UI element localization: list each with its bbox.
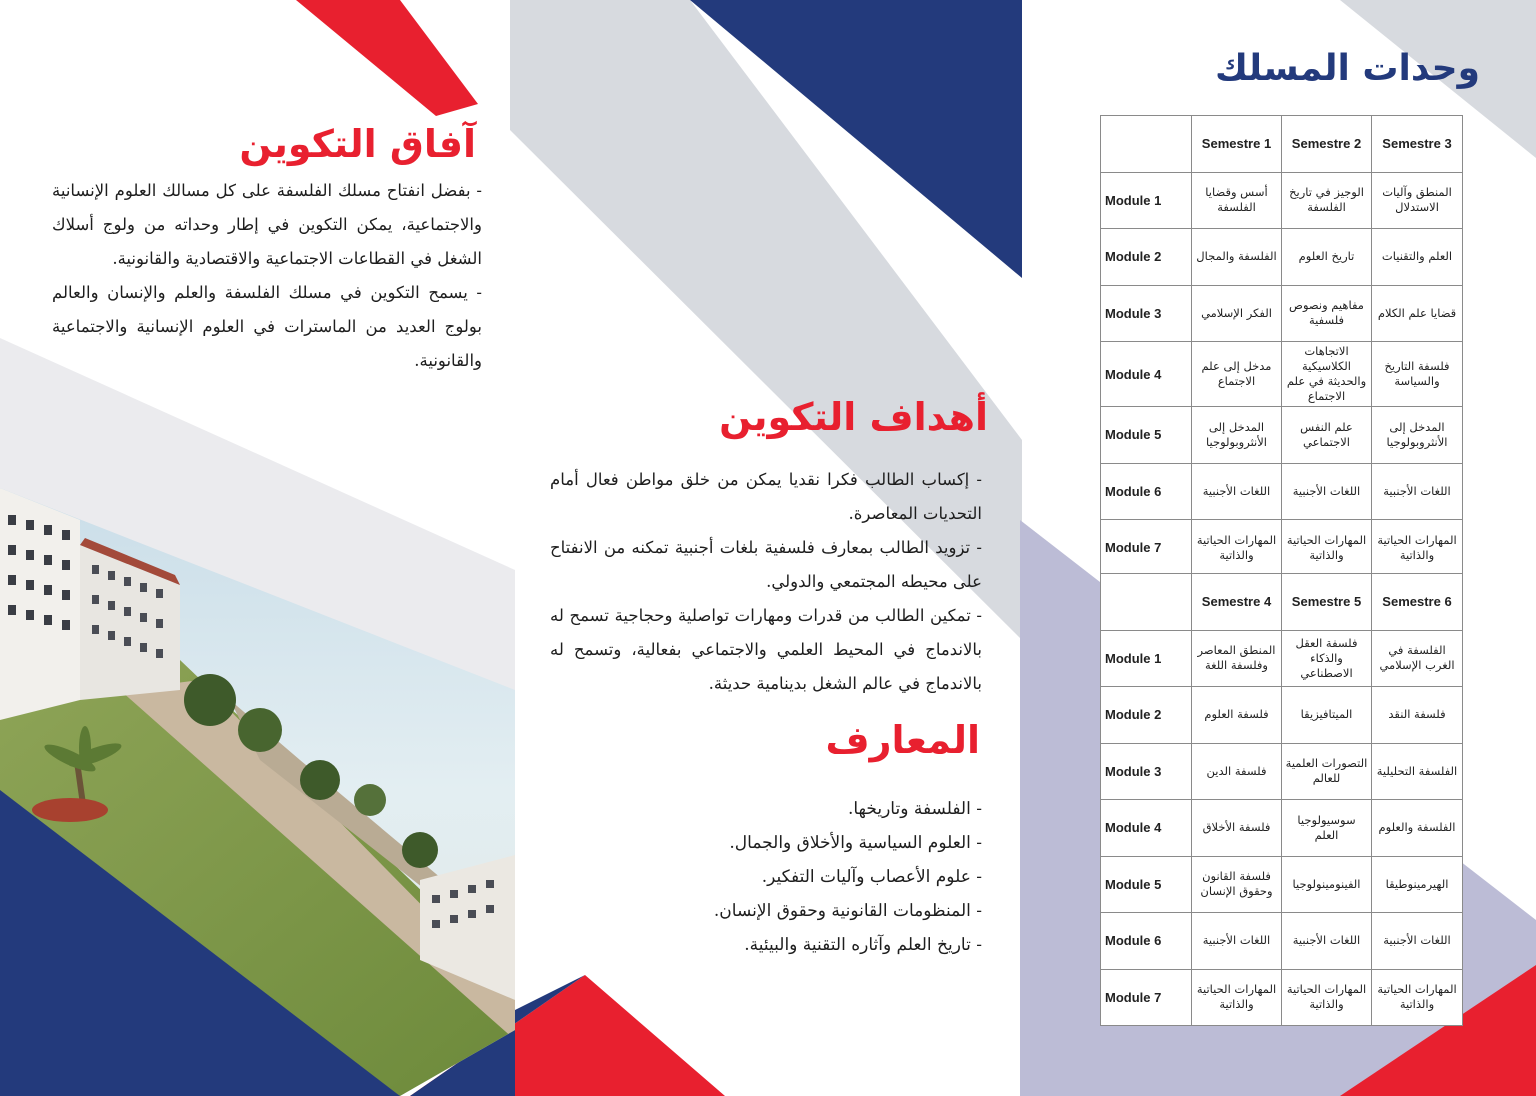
table-row — [1101, 630, 1463, 687]
semester-header: Semestre 2 — [1282, 116, 1372, 173]
table-row — [1101, 913, 1463, 970]
semester-header: Semestre 5 — [1282, 574, 1372, 631]
module-cell: الفلسفة التحليلية — [1372, 743, 1463, 800]
module-cell: المهارات الحياتية والذاتية — [1282, 520, 1372, 577]
module-cell: المهارات الحياتية والذاتية — [1372, 969, 1463, 1026]
knowledge-item: - العلوم السياسية والأخلاق والجمال. — [729, 833, 982, 853]
module-cell: المهارات الحياتية والذاتية — [1372, 520, 1463, 577]
horizons-text — [52, 174, 482, 378]
left-red-stripe — [296, 0, 478, 116]
objectives-title: أهداف التكوين — [719, 395, 988, 439]
module-cell: اللغات الأجنبية — [1372, 463, 1463, 520]
table-header-row — [1101, 116, 1463, 173]
module-cell: علم النفس الاجتماعي — [1282, 407, 1372, 464]
module-cell: مفاهيم ونصوص فلسفية — [1282, 285, 1372, 342]
module-cell: المدخل إلى الأنثروبولوجيا — [1192, 407, 1282, 464]
knowledge-item: - المنظومات القانونية وحقوق الإنسان. — [713, 901, 982, 921]
module-cell: الاتجاهات الكلاسيكية والحديثة في علم الاجتماع — [1282, 342, 1372, 407]
module-cell: الهيرمينوطيقا — [1372, 856, 1463, 913]
module-cell: فلسفة العلوم — [1192, 687, 1282, 744]
table-row — [1101, 342, 1463, 407]
modules-title: وحدات المسلك — [1214, 48, 1480, 89]
module-cell: قضايا علم الكلام — [1372, 285, 1463, 342]
objectives-paragraph-1: - إكساب الطالب فكرا نقديا يمكن من خلق مواطن فعال أمام التحديات المعاصرة. — [550, 470, 982, 523]
table-header-row — [1101, 574, 1463, 631]
table-corner-cell — [1101, 116, 1192, 173]
module-label: Module 5 — [1101, 407, 1192, 464]
module-label: Module 1 — [1101, 630, 1192, 687]
table-row — [1101, 687, 1463, 744]
table-row — [1101, 407, 1463, 464]
module-label: Module 6 — [1101, 913, 1192, 970]
module-label: Module 4 — [1101, 342, 1192, 407]
objectives-text — [550, 463, 982, 701]
semester-header: Semestre 4 — [1192, 574, 1282, 631]
module-cell: الوجيز في تاريخ الفلسفة — [1282, 172, 1372, 229]
module-cell: المهارات الحياتية والذاتية — [1192, 969, 1282, 1026]
table-row — [1101, 285, 1463, 342]
semester-header: Semestre 1 — [1192, 116, 1282, 173]
module-label: Module 2 — [1101, 229, 1192, 286]
horizons-paragraph-2: - يسمح التكوين في مسلك الفلسفة والعلم والإنسان والعالم بولوج العديد من الماسترات في العلوم الإنسانية والاجتماعية والقانونية. — [52, 283, 482, 370]
horizons-paragraph-1: - بفضل انفتاح مسلك الفلسفة على كل مسالك العلوم الإنسانية والاجتماعية، يمكن التكوين في إطار وحداته من ولوج أسلاك الشغل في القطاعات الاجتماعية والاقتصادية والقانونية. — [52, 181, 482, 268]
module-cell: المهارات الحياتية والذاتية — [1192, 520, 1282, 577]
module-cell: المنطق المعاصر وفلسفة اللغة — [1192, 630, 1282, 687]
module-cell: الفكر الإسلامي — [1192, 285, 1282, 342]
module-cell: فلسفة الأخلاق — [1192, 800, 1282, 857]
module-label: Module 1 — [1101, 172, 1192, 229]
module-cell: الفلسفة في الغرب الإسلامي — [1372, 630, 1463, 687]
module-cell: العلم والتقنيات — [1372, 229, 1463, 286]
semester-header: Semestre 6 — [1372, 574, 1463, 631]
module-cell: فلسفة الدين — [1192, 743, 1282, 800]
module-cell: اللغات الأجنبية — [1192, 913, 1282, 970]
module-cell: اللغات الأجنبية — [1372, 913, 1463, 970]
module-label: Module 7 — [1101, 969, 1192, 1026]
knowledge-item: - علوم الأعصاب وآليات التفكير. — [761, 867, 982, 887]
table-row — [1101, 743, 1463, 800]
module-cell: الفينومينولوجيا — [1282, 856, 1372, 913]
module-cell: المهارات الحياتية والذاتية — [1282, 969, 1372, 1026]
objectives-paragraph-2: - تزويد الطالب بمعارف فلسفية بلغات أجنبية تمكنه من الانفتاح على محيطه المجتمعي والدولي. — [550, 538, 982, 591]
table-row — [1101, 800, 1463, 857]
knowledge-item: - الفلسفة وتاريخها. — [847, 799, 982, 819]
module-cell: اللغات الأجنبية — [1282, 463, 1372, 520]
module-cell: أسس وقضايا الفلسفة — [1192, 172, 1282, 229]
knowledge-list — [600, 792, 982, 962]
table-row — [1101, 856, 1463, 913]
table-row — [1101, 229, 1463, 286]
module-cell: فلسفة القانون وحقوق الإنسان — [1192, 856, 1282, 913]
knowledge-item: - تاريخ العلم وآثاره التقنية والبيئية. — [744, 935, 982, 955]
table-row — [1101, 463, 1463, 520]
module-cell: التصورات العلمية للعالم — [1282, 743, 1372, 800]
module-label: Module 7 — [1101, 520, 1192, 577]
module-label: Module 3 — [1101, 285, 1192, 342]
module-cell: مدخل إلى علم الاجتماع — [1192, 342, 1282, 407]
module-label: Module 2 — [1101, 687, 1192, 744]
table-row — [1101, 969, 1463, 1026]
table-corner-cell — [1101, 574, 1192, 631]
module-cell: سوسيولوجيا العلم — [1282, 800, 1372, 857]
module-cell: فلسفة النقد — [1372, 687, 1463, 744]
module-cell: اللغات الأجنبية — [1282, 913, 1372, 970]
module-label: Module 4 — [1101, 800, 1192, 857]
table-row — [1101, 520, 1463, 577]
module-label: Module 5 — [1101, 856, 1192, 913]
module-cell: اللغات الأجنبية — [1192, 463, 1282, 520]
modules-table-semesters-4-6 — [1100, 573, 1463, 1026]
module-cell: فلسفة العقل والذكاء الاصطناعي — [1282, 630, 1372, 687]
module-label: Module 3 — [1101, 743, 1192, 800]
module-cell: تاريخ العلوم — [1282, 229, 1372, 286]
module-cell: الفلسفة والعلوم — [1372, 800, 1463, 857]
module-cell: المنطق وآليات الاستدلال — [1372, 172, 1463, 229]
objectives-paragraph-3: - تمكين الطالب من قدرات ومهارات تواصلية وحجاجية تسمح له بالاندماج في المحيط العلمي والاجتماعي بفعالية، وتسمح له بالاندماج في عالم الشغل بدينامية حديثة. — [550, 606, 982, 693]
modules-table-semesters-1-3 — [1100, 115, 1463, 577]
module-cell: الميتافيزيقا — [1282, 687, 1372, 744]
module-label: Module 6 — [1101, 463, 1192, 520]
semester-header: Semestre 3 — [1372, 116, 1463, 173]
table-row — [1101, 172, 1463, 229]
module-cell: فلسفة التاريخ والسياسة — [1372, 342, 1463, 407]
knowledge-title: المعارف — [825, 718, 980, 762]
horizons-title: آفاق التكوين — [239, 122, 476, 166]
module-cell: الفلسفة والمجال — [1192, 229, 1282, 286]
module-cell: المدخل إلى الأنثروبولوجيا — [1372, 407, 1463, 464]
